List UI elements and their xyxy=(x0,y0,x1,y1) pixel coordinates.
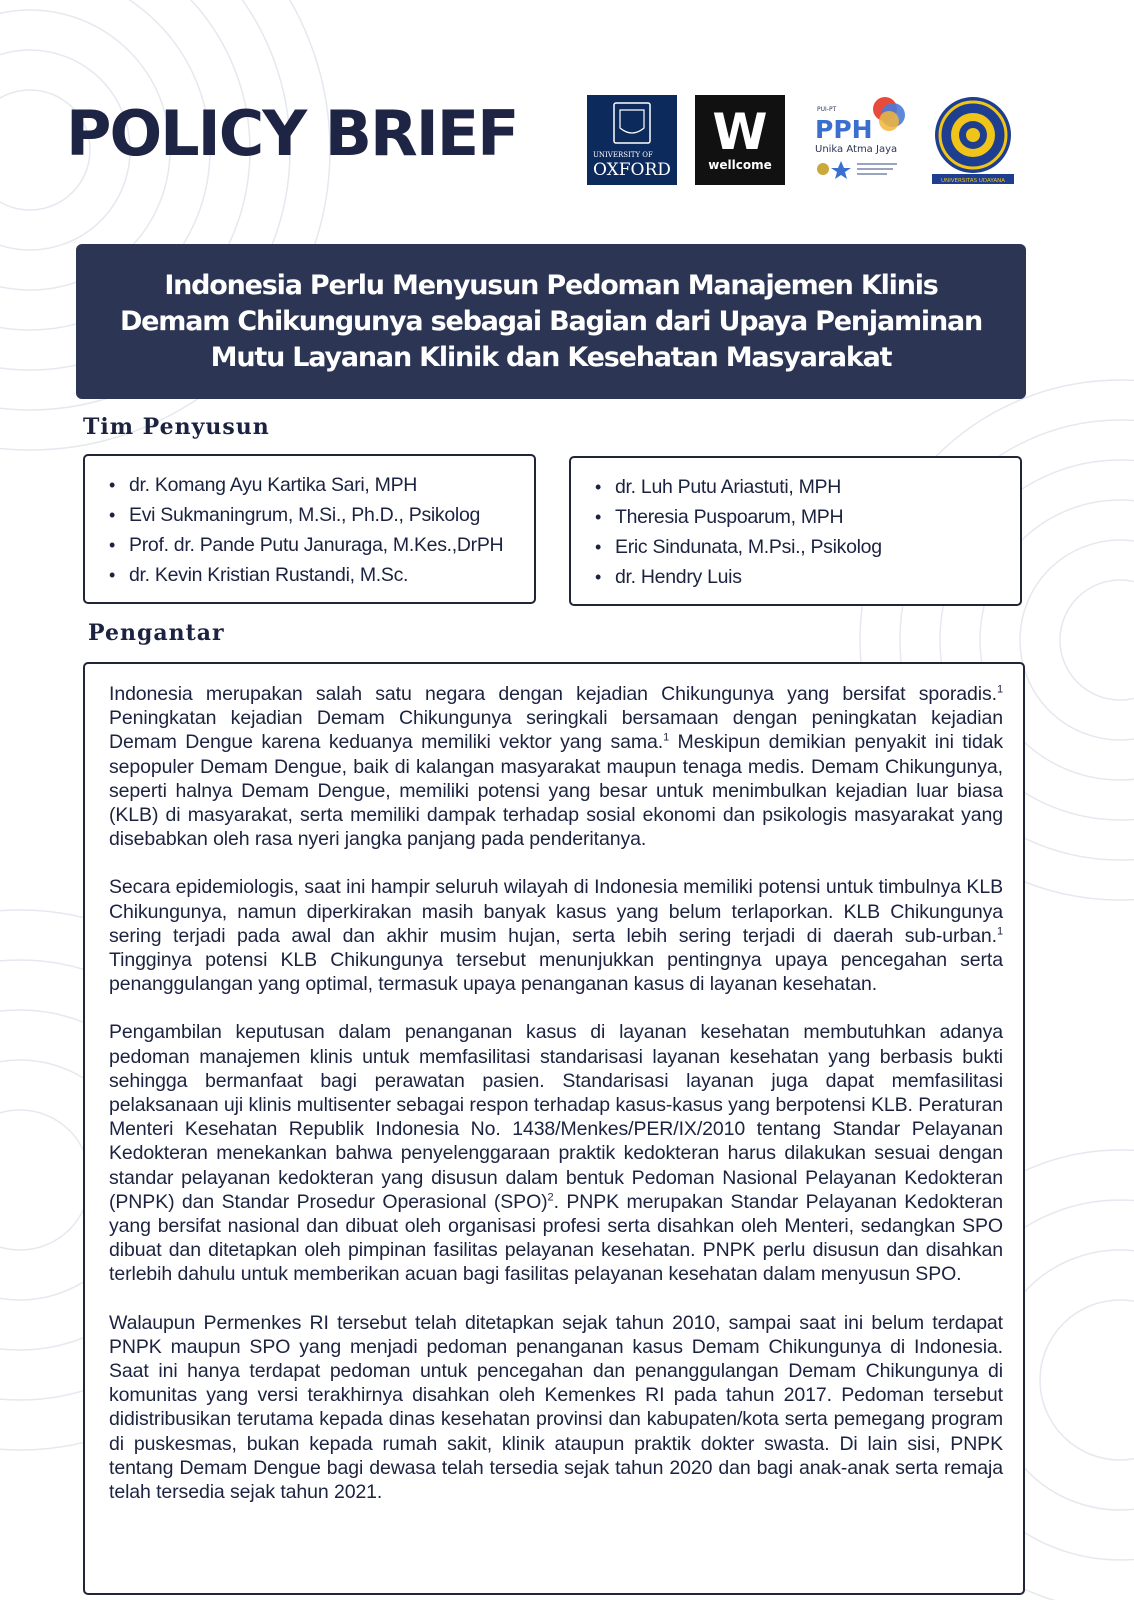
udayana-logo xyxy=(930,95,1016,185)
intro-paragraph-1: Indonesia merupakan salah satu negara dengan kejadian Chikungunya yang bersifat sporadis.$^1$ Peningkatan kejadian Demam Chikungunya seringkali bersamaan dengan peningkatan kejadian Demam Dengue karena keduanya memiliki vektor yang sama.$^1$ Meskipun demikian penyakit ini tidak sepopuler Demam Dengue, baik di kalangan masyarakat maupun tenaga medis. Demam Chikungunya, seperti halnya Demam Dengue, memiliki potensi yang besar untuk menimbulkan kejadian luar biasa (KLB) di masyarakat, serta memiliki dampak terhadap sosial ekonomi dan psikologis masyarakat yang disebabkan oleh rasa nyeri jangka panjang pada penderitanya. xyxy=(109,683,1003,851)
wellcome-logo xyxy=(695,95,785,185)
svg-text:OXFORD: OXFORD xyxy=(593,160,671,180)
headline-banner xyxy=(76,244,1026,399)
intro-text xyxy=(85,664,1023,1504)
team-heading: Tim Penyusun xyxy=(83,414,270,440)
document-title: POLICY BRIEF xyxy=(66,97,518,170)
svg-text:PPH: PPH xyxy=(815,115,873,144)
author-item: • dr. Hendry Luis xyxy=(571,562,1020,592)
svg-text:wellcome: wellcome xyxy=(708,158,772,172)
intro-heading: Pengantar xyxy=(88,620,225,646)
author-item: • Evi Sukmaningrum, M.Si., Ph.D., Psikolog xyxy=(85,500,534,530)
author-item: • dr. Kevin Kristian Rustandi, M.Sc. xyxy=(85,560,534,590)
author-list-left xyxy=(83,454,536,604)
pph-logo xyxy=(815,95,915,185)
footnote-ref: 1 xyxy=(996,683,1003,696)
intro-content-box xyxy=(83,662,1025,1595)
svg-text:UNIVERSITAS UDAYANA: UNIVERSITAS UDAYANA xyxy=(941,178,1005,184)
author-item: • Prof. dr. Pande Putu Januraga, M.Kes.,DrPH xyxy=(85,530,534,560)
intro-paragraph-3: Pengambilan keputusan dalam penanganan kasus di layanan kesehatan membutuhkan adanya pedoman manajemen klinis untuk memfasilitasi standarisasi layanan kesehatan yang berbasis bukti sehingga bermanfaat bagi perawatan pasien. Standarisasi layanan juga dapat memfasilitasi pelaksanaan uji klinis multisenter sebagai respon terhadap kasus-kasus yang berpotensi KLB. Peraturan Menteri Kesehatan Republik Indonesia No. 1438/Menkes/PER/IX/2010 tentang Standar Pelayanan Kedokteran menekankan bahwa penyelenggaraan praktik kedokteran harus dilakukan sesuai dengan standar pelayanan kedokteran yang disusun dalam bentuk Pedoman Nasional Pelayanan Kedokteran (PNPK) dan Standar Prosedur Operasional (SPO)$^2$. PNPK merupakan Standar Pelayanan Kedokteran yang bersifat nasional dan dibuat oleh organisasi profesi serta disahkan oleh Menteri, sedangkan SPO dibuat dan ditetapkan oleh pimpinan fasilitas pelayanan kesehatan. PNPK perlu disusun dan disahkan terlebih dahulu untuk memberikan acuan bagi fasilitas pelayanan kesehatan dalam menyusun SPO. xyxy=(109,1021,1003,1286)
footnote-ref: 1 xyxy=(996,925,1003,938)
svg-text:W: W xyxy=(712,103,768,161)
intro-paragraph-2: Secara epidemiologis, saat ini hampir seluruh wilayah di Indonesia memiliki potensi untuk timbulnya KLB Chikungunya, namun diperkirakan masih banyak kasus yang belum terlaporkan. KLB Chikungunya sering terjadi pada awal dan akhir musim hujan, serta lebih sering terjadi di daerah sub-urban.$^1$ Tingginya potensi KLB Chikungunya tersebut menunjukkan pentingnya upaya pencegahan serta penanggulangan yang optimal, termasuk upaya penanganan kasus di layanan kesehatan. xyxy=(109,876,1003,996)
headline-line-1: Indonesia Perlu Menyusun Pedoman Manajemen Klinis xyxy=(164,269,938,301)
oxford-logo xyxy=(587,95,677,185)
headline-title xyxy=(101,268,1001,376)
author-item: • dr. Komang Ayu Kartika Sari, MPH xyxy=(85,470,534,500)
author-item: • Eric Sindunata, M.Psi., Psikolog xyxy=(571,532,1020,562)
svg-text:UNIVERSITY OF: UNIVERSITY OF xyxy=(593,151,653,159)
svg-text:PUI-PT: PUI-PT xyxy=(817,106,837,113)
author-item: • Theresia Puspoarum, MPH xyxy=(571,502,1020,532)
headline-line-2: Demam Chikungunya sebagai Bagian dari Upaya Penjaminan xyxy=(119,305,983,337)
footnote-ref: 2 xyxy=(547,1191,554,1204)
svg-text:Unika Atma Jaya: Unika Atma Jaya xyxy=(815,144,898,155)
footnote-ref: 1 xyxy=(663,731,670,744)
headline-line-3: Mutu Layanan Klinik dan Kesehatan Masyarakat xyxy=(210,341,892,373)
author-list-right xyxy=(569,456,1022,606)
author-item: • dr. Luh Putu Ariastuti, MPH xyxy=(571,472,1020,502)
intro-paragraph-4: Walaupun Permenkes RI tersebut telah ditetapkan sejak tahun 2010, sampai saat ini belum terdapat PNPK maupun SPO yang menjadi pedoman penanganan kasus Demam Chikungunya di Indonesia. Saat ini hanya terdapat pedoman untuk pencegahan dan penanggulangan Demam Chikungunya di komunitas yang versi terakhirnya disahkan oleh Kemenkes RI pada tahun 2017. Pedoman tersebut didistribusikan terutama kepada dinas kesehatan provinsi dan kabupaten/kota serta pemegang program di puskesmas, bukan kepada rumah sakit, klinik ataupun praktik dokter swasta. Di lain sisi, PNPK tentang Demam Dengue bagi dewasa telah tersedia sejak tahun 2020 dan bagi anak-anak serta remaja telah tersedia sejak tahun 2021. xyxy=(109,1311,1003,1504)
